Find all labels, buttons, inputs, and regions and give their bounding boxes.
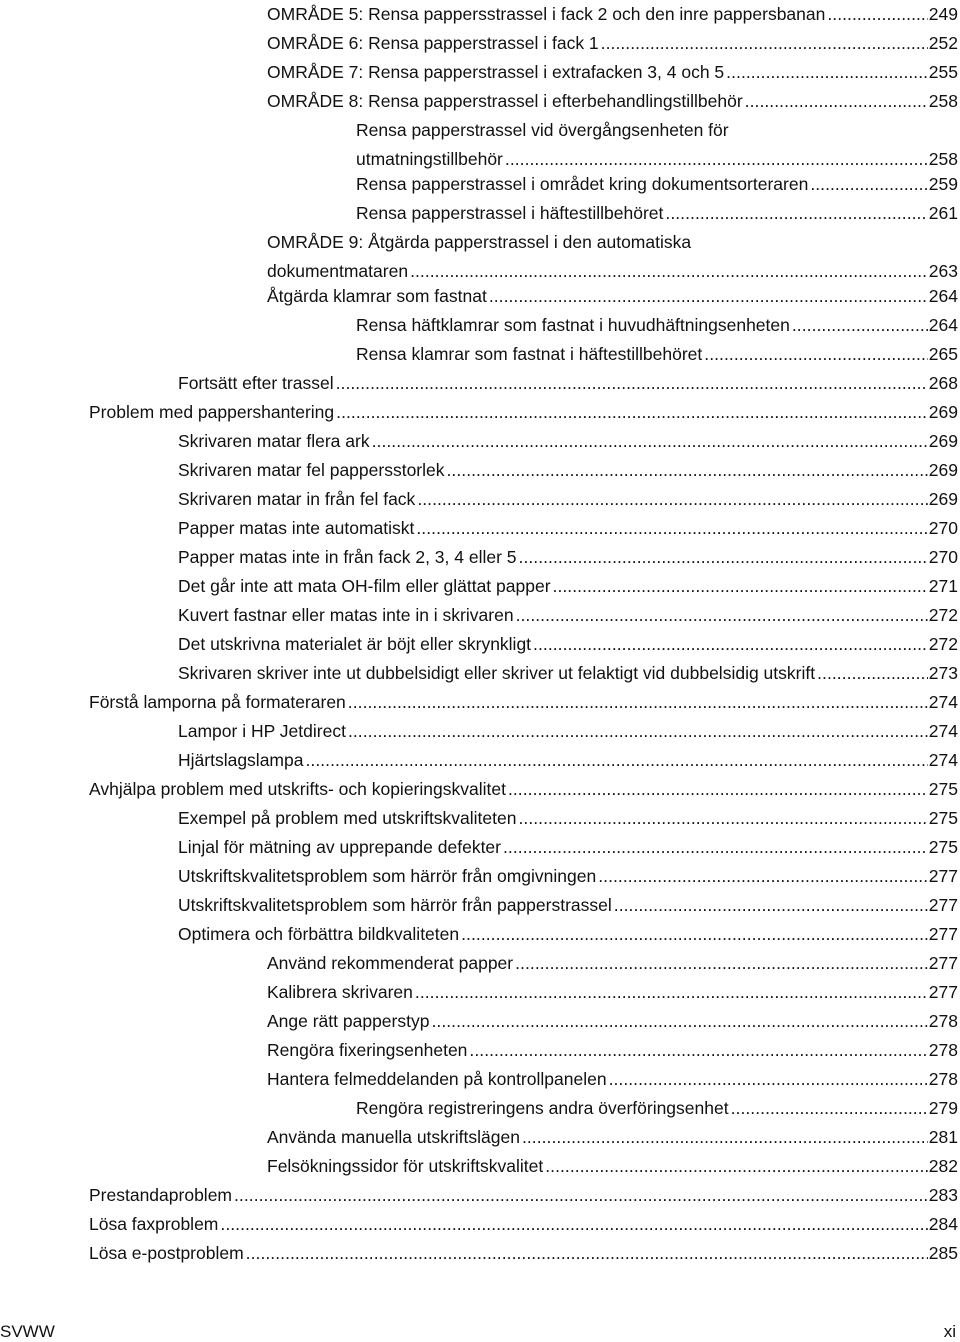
toc-page-number: 274 — [928, 692, 958, 712]
toc-entry-text: Skrivaren matar flera ark — [178, 431, 370, 451]
toc-entry[interactable] — [89, 398, 958, 427]
dot-leader — [609, 1065, 928, 1094]
toc-entry-text: Det utskrivna materialet är böjt eller skrynkligt — [178, 634, 532, 654]
toc-page-number: 269 — [928, 489, 958, 509]
toc-entry-text: Rensa klamrar som fastnat i häftestillbehöret — [356, 344, 703, 364]
dot-leader — [598, 862, 928, 891]
toc-page-number: 279 — [928, 1098, 958, 1118]
dot-leader — [726, 58, 928, 87]
toc-page-number: 269 — [928, 431, 958, 451]
dot-leader — [817, 659, 928, 688]
dot-leader — [515, 949, 928, 978]
footer-page-number: xi — [943, 1322, 956, 1341]
toc-entry[interactable] — [178, 920, 958, 949]
toc-entry-text: Använd rekommenderat papper — [267, 953, 514, 973]
dot-leader — [461, 920, 928, 949]
toc-page-number: 277 — [928, 924, 958, 944]
toc-entry[interactable] — [267, 1065, 958, 1094]
toc-entry-text: Lösa e-postproblem — [89, 1243, 244, 1263]
dot-leader — [489, 282, 928, 311]
toc-entry[interactable] — [356, 199, 958, 228]
toc-page-number: 270 — [928, 518, 958, 538]
toc-entry[interactable] — [267, 949, 958, 978]
toc-page-number: 269 — [928, 402, 958, 422]
toc-page-number: 272 — [928, 605, 958, 625]
toc-page-number: 268 — [928, 373, 958, 393]
toc-page-number: 249 — [928, 4, 958, 24]
toc-entry[interactable] — [89, 1181, 958, 1210]
toc-entry-text: Fortsätt efter trassel — [178, 373, 334, 393]
toc-entry[interactable] — [89, 775, 958, 804]
toc-entry-text: Optimera och förbättra bildkvaliteten — [178, 924, 460, 944]
dot-leader — [516, 601, 928, 630]
toc-entry[interactable] — [89, 688, 958, 717]
toc-page-number: 255 — [928, 62, 958, 82]
toc-entry[interactable] — [356, 170, 958, 199]
page-footer — [0, 1320, 960, 1342]
dot-leader — [305, 746, 927, 775]
toc-entry[interactable] — [267, 29, 958, 58]
toc-entry-text: Linjal för mätning av upprepande defekter — [178, 837, 501, 857]
toc-page-number: 264 — [928, 286, 958, 306]
toc-entry[interactable] — [178, 804, 958, 833]
toc-entry[interactable] — [178, 572, 958, 601]
toc-entry[interactable] — [178, 659, 958, 688]
dot-leader — [731, 1094, 928, 1123]
toc-entry[interactable] — [178, 746, 958, 775]
footer-locale-code: SVWW — [0, 1322, 55, 1341]
toc-entry-text: Förstå lamporna på formateraren — [89, 692, 346, 712]
toc-entry-text: Felsökningssidor för utskriftskvalitet — [267, 1156, 544, 1176]
toc-entry-text: Skrivaren matar in från fel fack — [178, 489, 416, 509]
toc-page-number: 258 — [928, 91, 958, 111]
toc-entry-text: Kalibrera skrivaren — [267, 982, 413, 1002]
dot-leader — [827, 0, 927, 29]
toc-entry[interactable] — [178, 833, 958, 862]
toc-entry-text: OMRÅDE 7: Rensa papperstrassel i extrafacken 3, 4 och 5 — [267, 62, 725, 82]
toc-entry-text: Avhjälpa problem med utskrifts- och kopieringskvalitet — [89, 779, 506, 799]
toc-entry-text: OMRÅDE 8: Rensa papperstrassel i efterbehandlingstillbehör — [267, 91, 743, 111]
toc-entry-text: Rensa papperstrassel i häftestillbehöret — [356, 203, 664, 223]
dot-leader — [508, 775, 928, 804]
dot-leader — [416, 514, 927, 543]
dot-leader — [234, 1181, 928, 1210]
toc-entry-text: Problem med pappershantering — [89, 402, 335, 422]
dot-leader — [447, 456, 928, 485]
toc-entry[interactable] — [267, 1036, 958, 1065]
toc-entry[interactable] — [267, 978, 958, 1007]
toc-page-number: 270 — [928, 547, 958, 567]
dot-leader — [417, 485, 927, 514]
toc-entry-text: Skrivaren matar fel pappersstorlek — [178, 460, 445, 480]
toc-entry[interactable] — [178, 369, 958, 398]
toc-entry[interactable] — [356, 1094, 958, 1123]
toc-page-number: 277 — [928, 953, 958, 973]
toc-entry-text: Papper matas inte in från fack 2, 3, 4 eller 5 — [178, 547, 517, 567]
toc-entry-text: OMRÅDE 6: Rensa papperstrassel i fack 1 — [267, 33, 599, 53]
dot-leader — [518, 804, 927, 833]
toc-entry-text: Ange rätt papperstyp — [267, 1011, 430, 1031]
toc-entry[interactable] — [267, 228, 958, 286]
toc-entry[interactable] — [178, 456, 958, 485]
toc-page-number: 278 — [928, 1040, 958, 1060]
toc-entry-text: Det går inte att mata OH-film eller glättat papper — [178, 576, 551, 596]
toc-page-number: 274 — [928, 721, 958, 741]
toc-entry-text: Utskriftskvalitetsproblem som härrör från omgivningen — [178, 866, 597, 886]
toc-page-number: 269 — [928, 460, 958, 480]
toc-page-number: 259 — [928, 174, 958, 194]
toc-entry[interactable] — [267, 0, 958, 29]
toc-entry-text: Utskriftskvalitetsproblem som härrör från papperstrassel — [178, 895, 612, 915]
toc-entry[interactable] — [356, 340, 958, 369]
toc-page-number: 278 — [928, 1069, 958, 1089]
toc-entry-text: Åtgärda klamrar som fastnat — [267, 286, 487, 306]
toc-entry-text: Prestandaproblem — [89, 1185, 232, 1205]
toc-entry-text: utmatningstillbehör — [356, 149, 503, 169]
toc-entry[interactable] — [178, 427, 958, 456]
toc-page-number: 275 — [928, 779, 958, 799]
toc-entry[interactable] — [267, 1007, 958, 1036]
toc-entry-text: Använda manuella utskriftslägen — [267, 1127, 520, 1147]
toc-page-number: 264 — [928, 315, 958, 335]
dot-leader — [792, 311, 928, 340]
toc-entry-text: Rensa papperstrassel i området kring dokumentsorteraren — [356, 174, 809, 194]
dot-leader — [220, 1210, 927, 1239]
dot-leader — [336, 398, 928, 427]
toc-entry-text-line1: Rensa papperstrassel vid övergångsenheten för — [356, 120, 729, 140]
toc-page-number: 265 — [928, 344, 958, 364]
toc-page-number: 277 — [928, 866, 958, 886]
toc-page-number: 282 — [928, 1156, 958, 1176]
toc-entry-text: Exempel på problem med utskriftskvaliteten — [178, 808, 517, 828]
toc-page-number: 252 — [928, 33, 958, 53]
toc-entry-text: OMRÅDE 5: Rensa pappersstrassel i fack 2 och den inre pappersbanan — [267, 4, 826, 24]
toc-page-number: 277 — [928, 895, 958, 915]
dot-leader — [372, 427, 928, 456]
toc-entry[interactable] — [267, 1152, 958, 1181]
toc-page-number: 278 — [928, 1011, 958, 1031]
toc-page-number: 272 — [928, 634, 958, 654]
toc-entry[interactable] — [89, 1210, 958, 1239]
toc-entry[interactable] — [178, 514, 958, 543]
toc-entry[interactable] — [267, 282, 958, 311]
dot-leader — [348, 688, 928, 717]
toc-page-number: 275 — [928, 808, 958, 828]
dot-leader — [348, 717, 928, 746]
toc-page-number: 258 — [928, 149, 958, 169]
dot-leader — [665, 199, 927, 228]
toc-entry[interactable] — [267, 1123, 958, 1152]
dot-leader — [614, 891, 928, 920]
toc-entry-text: Lösa faxproblem — [89, 1214, 219, 1234]
toc-entry-text: Rengöra registreringens andra överföringsenhet — [356, 1098, 729, 1118]
dot-leader — [533, 630, 928, 659]
toc-entry-text: dokumentmataren — [267, 261, 409, 281]
toc-page-number: 274 — [928, 750, 958, 770]
dot-leader — [431, 1007, 927, 1036]
dot-leader — [745, 87, 928, 116]
toc-page-number: 284 — [928, 1214, 958, 1234]
toc-entry[interactable] — [178, 891, 958, 920]
toc-entry[interactable] — [178, 601, 958, 630]
toc-entry[interactable] — [178, 485, 958, 514]
dot-leader — [519, 543, 928, 572]
toc-entry[interactable] — [267, 87, 958, 116]
dot-leader — [415, 978, 928, 1007]
toc-entry-text: Papper matas inte automatiskt — [178, 518, 415, 538]
toc-page-number: 271 — [928, 576, 958, 596]
toc-entry-text: Kuvert fastnar eller matas inte in i skrivaren — [178, 605, 514, 625]
toc-entry[interactable] — [89, 1239, 958, 1268]
dot-leader — [601, 29, 928, 58]
toc-entry[interactable] — [356, 116, 958, 174]
dot-leader — [336, 369, 928, 398]
toc-entry[interactable] — [178, 630, 958, 659]
toc-page-number: 263 — [928, 261, 958, 281]
toc-entry[interactable] — [267, 58, 958, 87]
toc-entry-text: Hantera felmeddelanden på kontrollpanelen — [267, 1069, 607, 1089]
dot-leader — [246, 1239, 928, 1268]
dot-leader — [553, 572, 928, 601]
toc-entry[interactable] — [178, 543, 958, 572]
toc-page-number: 277 — [928, 982, 958, 1002]
toc-entry[interactable] — [356, 311, 958, 340]
toc-page-number: 281 — [928, 1127, 958, 1147]
toc-page-number: 273 — [928, 663, 958, 683]
dot-leader — [704, 340, 928, 369]
toc-page-number: 261 — [928, 203, 958, 223]
dot-leader — [810, 170, 927, 199]
dot-leader — [469, 1036, 927, 1065]
toc-entry-text: Rensa häftklamrar som fastnat i huvudhäftningsenheten — [356, 315, 790, 335]
toc-page-number: 285 — [928, 1243, 958, 1263]
toc-page-number: 275 — [928, 837, 958, 857]
toc-entry-text-line1: OMRÅDE 9: Åtgärda papperstrassel i den automatiska — [267, 232, 692, 252]
toc-entry[interactable] — [178, 862, 958, 891]
dot-leader — [522, 1123, 928, 1152]
dot-leader — [545, 1152, 928, 1181]
toc-entry[interactable] — [178, 717, 958, 746]
toc-entry-text: Hjärtslagslampa — [178, 750, 304, 770]
toc-entry-text: Skrivaren skriver inte ut dubbelsidigt eller skriver ut felaktigt vid dubbelsidig utskrift — [178, 663, 816, 683]
toc-entry-text: Lampor i HP Jetdirect — [178, 721, 346, 741]
toc-page-number: 283 — [928, 1185, 958, 1205]
toc-entry-text: Rengöra fixeringsenheten — [267, 1040, 468, 1060]
dot-leader — [503, 833, 928, 862]
